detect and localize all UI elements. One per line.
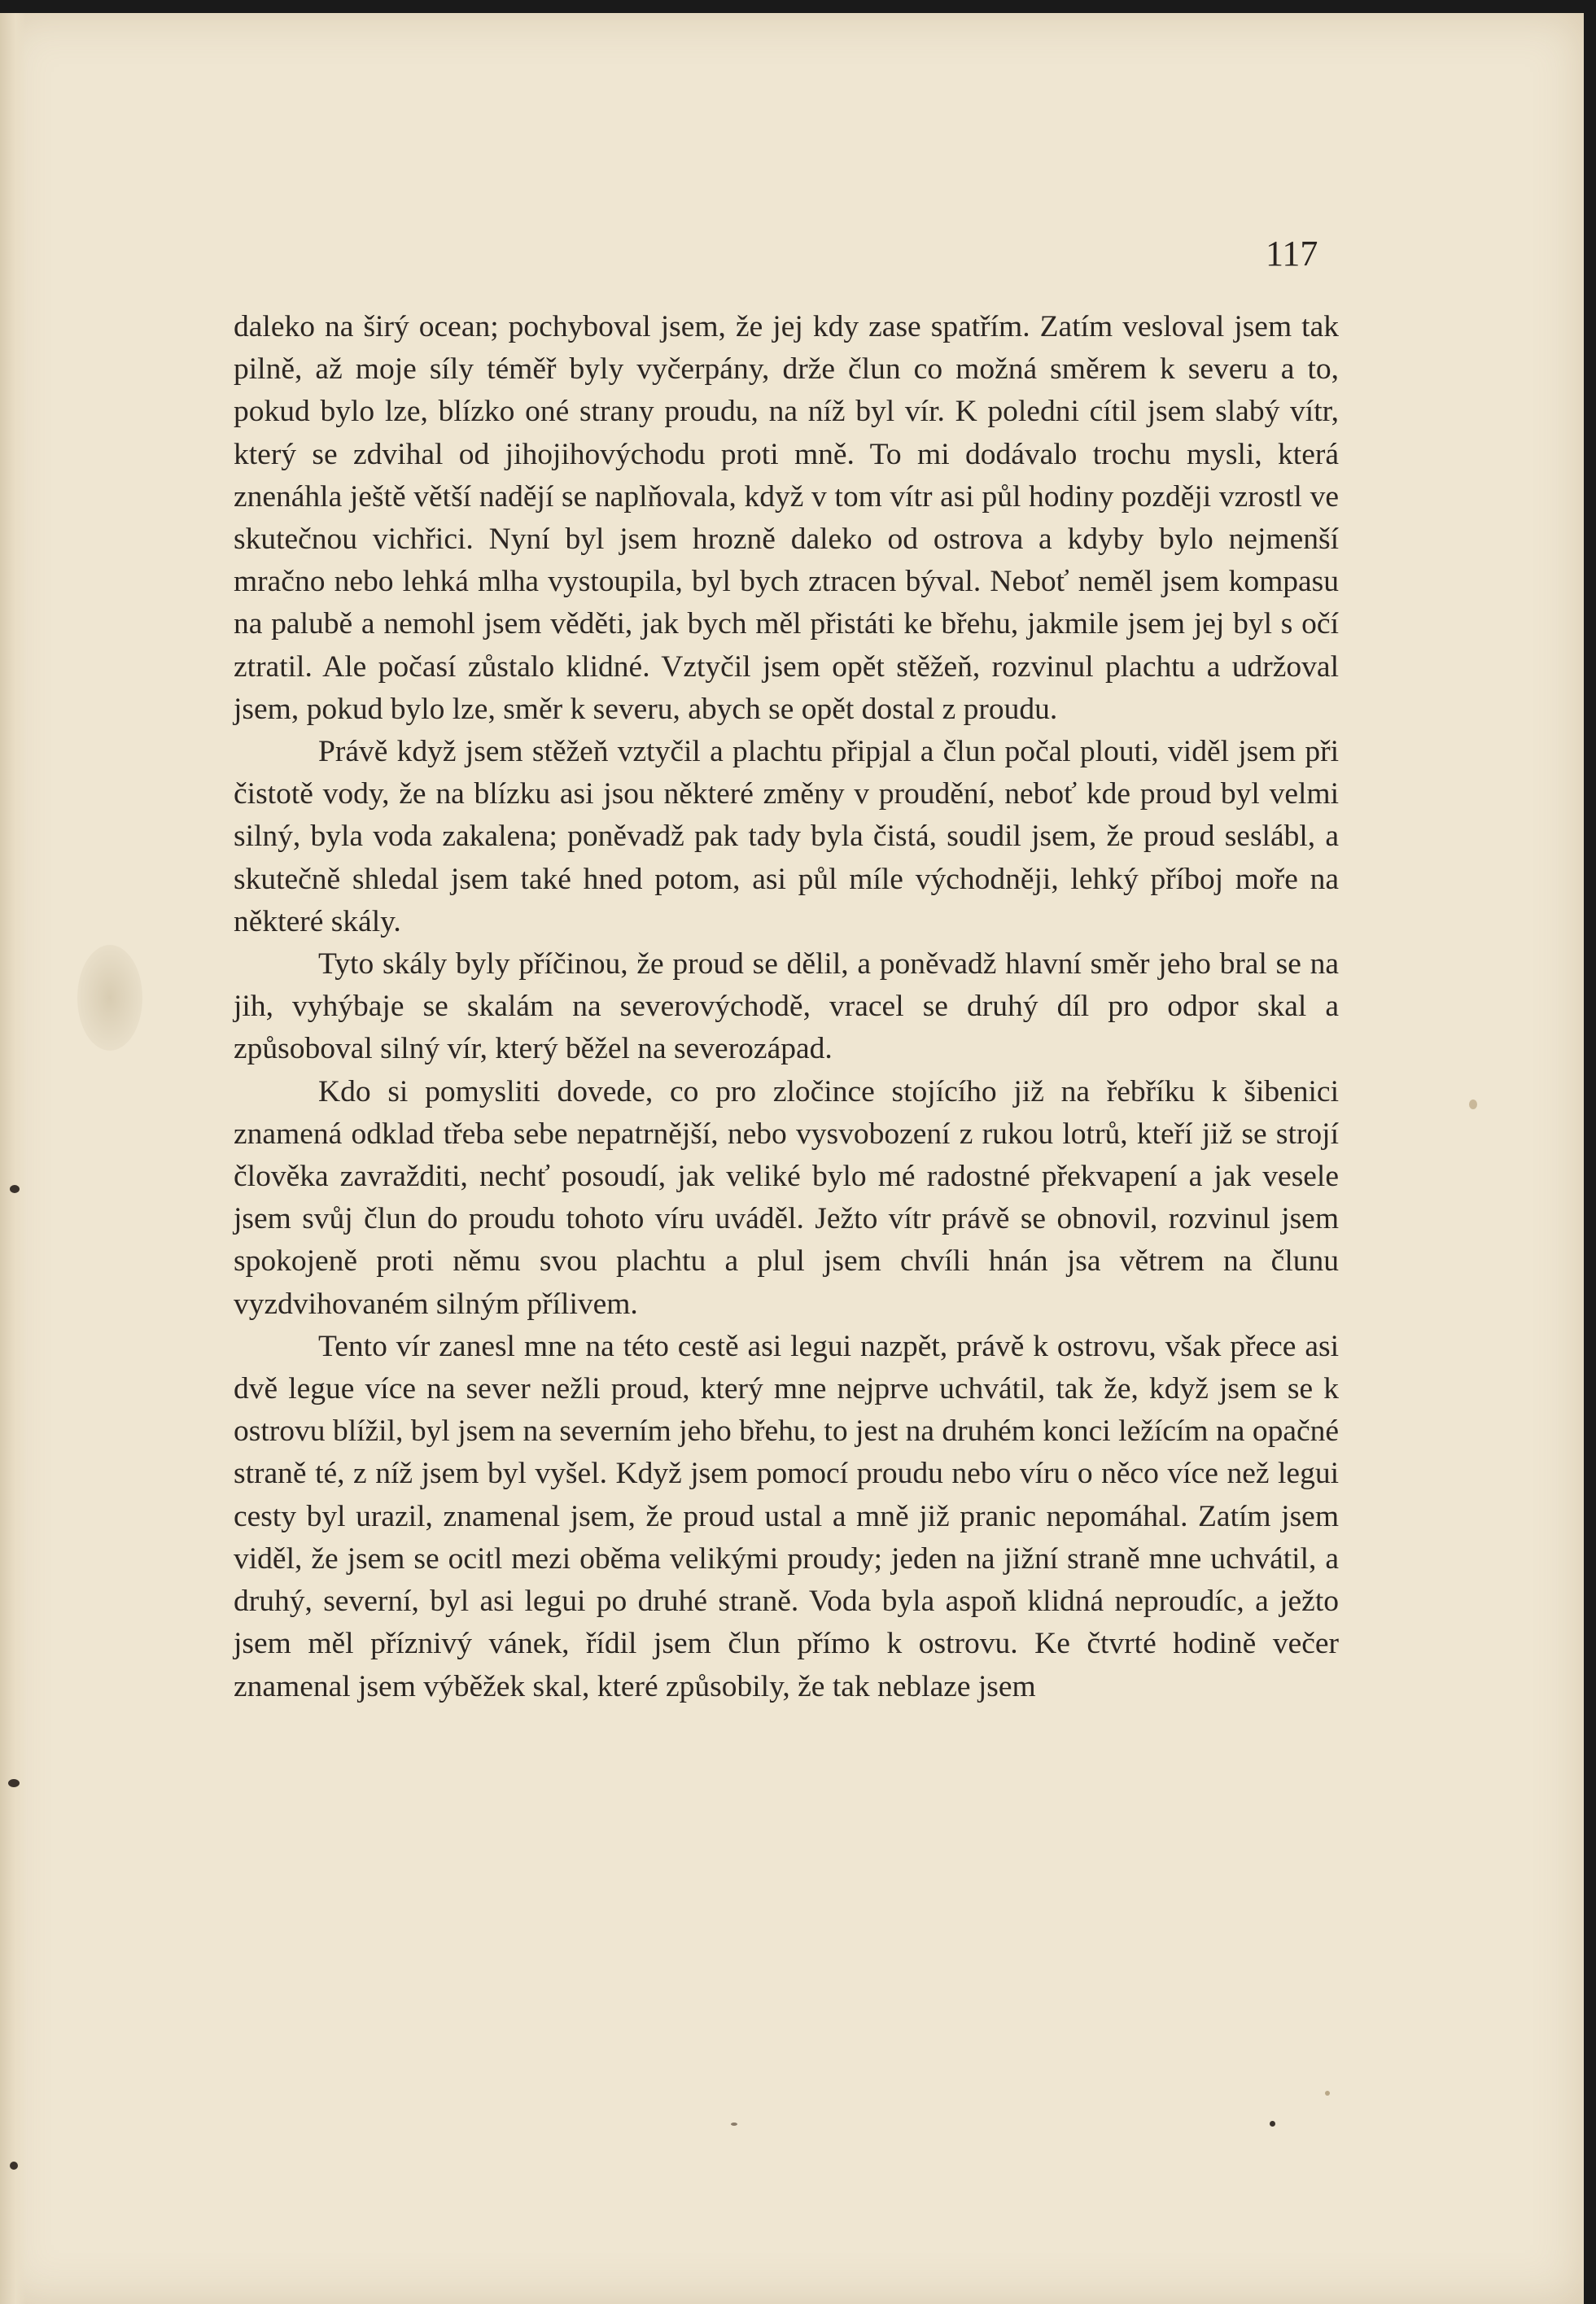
paper-speck <box>10 1185 20 1193</box>
paper-speck <box>1325 2091 1330 2096</box>
paragraph: Tyto skály byly příčinou, že proud se dělil, a poněvadž hlavní směr jeho bral se na jih, vyhýbaje se skalám na severovýchodě, vracel se druhý díl pro odpor skal a způsoboval silný vír, který běžel na severozápad. <box>234 947 1339 1066</box>
paper-speck <box>10 2162 18 2170</box>
paragraph: Právě když jsem stěžeň vztyčil a plachtu připjal a člun počal plouti, viděl jsem při čistotě vody, že na blízku asi jsou některé změny v proudění, neboť kde proud byl velmi silný, byla voda zakalena; poněvadž pak tady byla čistá, soudil jsem, že proud seslábl, a skutečně shledal jsem také hned potom, asi půl míle východněji, lehký příboj moře na některé skály. <box>234 735 1339 938</box>
paper-speck <box>8 1779 20 1787</box>
paper-speck <box>731 2123 737 2126</box>
paper-speck <box>1270 2121 1275 2127</box>
book-page <box>0 13 1584 2304</box>
paper-stain <box>77 945 142 1051</box>
page-text <box>234 306 1339 1708</box>
page-binding-edge <box>0 13 26 2304</box>
paragraph: Tento vír zanesl mne na této cestě asi legui nazpět, právě k ostrovu, však přece asi dvě legue více na sever nežli proud, který mne nejprve uchvátil, tak že, když jsem se k ostrovu blížil, byl jsem na severním jeho břehu, to jest na druhém konci ležícím na opačné straně té, z níž jsem byl vyšel. Když jsem pomocí proudu nebo víru o něco více než legui cesty byl urazil, znamenal jsem, že proud ustal a mně již pranic nepomáhal. Zatím jsem viděl, že jsem se ocitl mezi oběma velikými proudy; jeden na jižní straně mne uchvátil, a druhý, severní, byl asi legui po druhé straně. Voda byla aspoň klidná neproudíc, a ježto jsem měl příznivý vánek, řídil jsem člun přímo k ostrovu. Ke čtvrté hodině večer znamenal jsem výběžek skal, které způsobily, že tak neblaze jsem <box>234 1329 1339 1703</box>
paragraph: daleko na širý ocean; pochyboval jsem, že jej kdy zase spatřím. Zatím vesloval jsem tak pilně, až moje síly téměř byly vyčerpány, drže člun co možná směrem k severu a to, pokud bylo lze, blízko oné strany proudu, na níž byl vír. K poledni cítil jsem slabý vítr, který se zdvihal od jihojihovýchodu proti mně. To mi dodávalo trochu mysli, která znenáhla ještě větší nadějí se naplňovala, když v tom vítr asi půl hodiny později vzrostl ve skutečnou vichřici. Nyní byl jsem hrozně daleko od ostrova a kdyby bylo nejmenší mračno nebo lehká mlha vystoupila, byl bych ztracen býval. Neboť neměl jsem kompasu na palubě a nemohl jsem věděti, jak bych měl přistáti ke břehu, jakmile jsem jej byl s očí ztratil. Ale počasí zůstalo klidné. Vztyčil jsem opět stěžeň, rozvinul plachtu a udržoval jsem, pokud bylo lze, směr k severu, abych se opět dostal z proudu. <box>234 310 1339 726</box>
paragraph: Kdo si pomysliti dovede, co pro zločince stojícího již na řebříku k šibenici znamená odklad třeba sebe nepatrnější, nebo vysvobození z rukou lotrů, kteří již se strojí člověka zavražditi, nechť posoudí, jak veliké bylo mé radostné překvapení a jak vesele jsem svůj člun do proudu tohoto víru uváděl. Ježto vítr právě se obnovil, rozvinul jsem spokojeně proti němu svou plachtu a plul jsem chvíli hnán jsa větrem na člunu vyzdvihovaném silným přílivem. <box>234 1074 1339 1321</box>
paper-speck <box>1469 1100 1477 1109</box>
page-number: 117 <box>1266 234 1318 273</box>
